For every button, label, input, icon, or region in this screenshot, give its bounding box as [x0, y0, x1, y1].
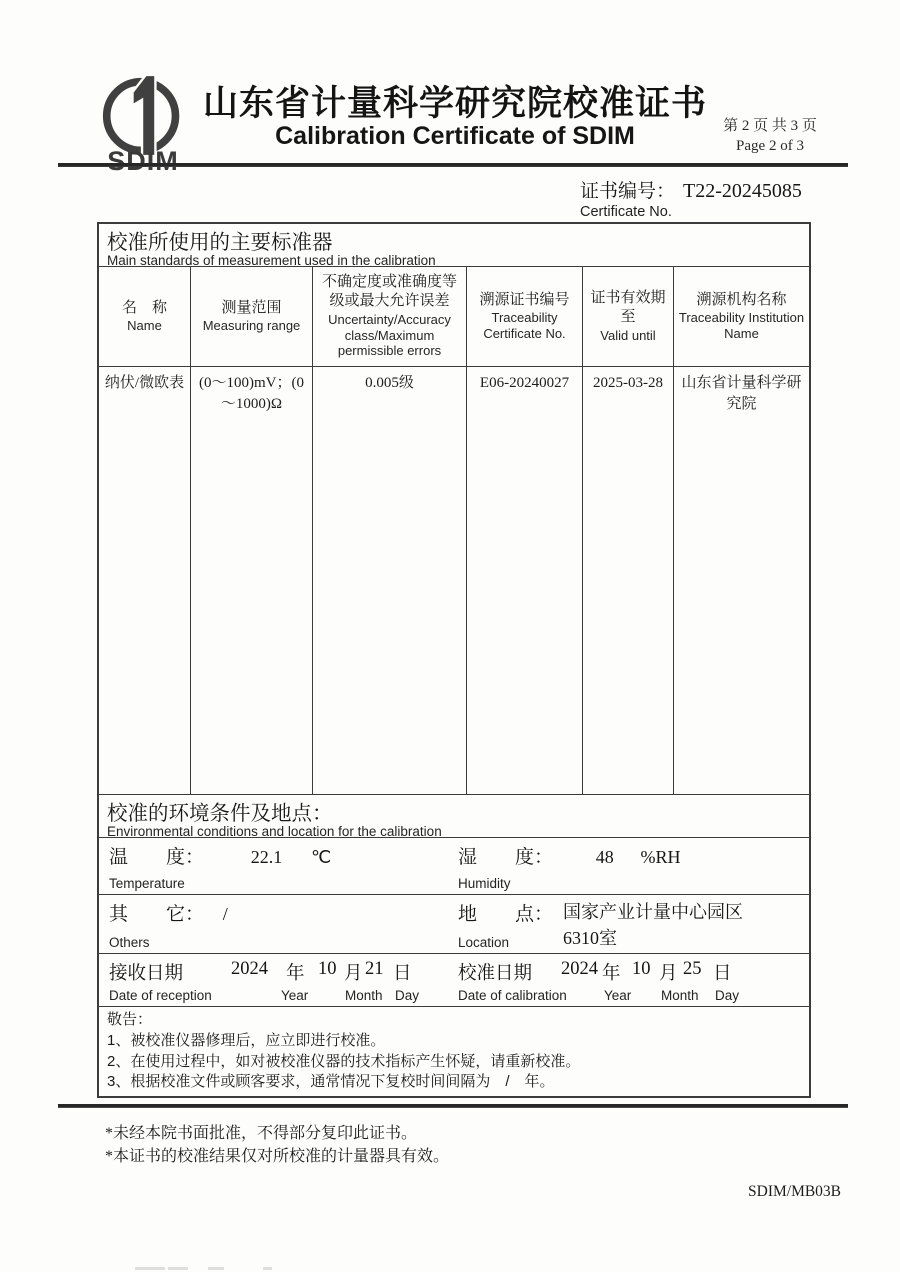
- footer-divider: [58, 1104, 848, 1108]
- reception-label-en: Date of reception: [109, 988, 212, 1004]
- column-header-institution: [674, 267, 809, 366]
- humidity-label-en: Humidity: [458, 875, 511, 891]
- others-label-cn: 其 它：: [109, 903, 205, 925]
- col-name-en: Name: [127, 318, 162, 334]
- header-divider: [58, 163, 848, 167]
- form-code: SDIM/MB03B: [748, 1183, 842, 1200]
- dates-row: [99, 954, 809, 1007]
- calibration-year: 2024: [561, 959, 598, 980]
- scan-artifact: [208, 1267, 224, 1270]
- environment-title-en: Environmental conditions and location for the calibration: [107, 823, 442, 839]
- column-header-uncertainty: [313, 267, 467, 366]
- scan-artifact: [263, 1267, 272, 1270]
- page-number-en: Page 2 of 3: [736, 138, 804, 155]
- humidity-field: [456, 838, 809, 894]
- reception-month-en: Month: [345, 988, 383, 1004]
- col-uncertainty-en: Uncertainty/Accuracy class/Maximum permissible errors: [328, 311, 451, 359]
- column-header-valid-until: [583, 267, 674, 366]
- col-range-cn: 测量范围: [221, 298, 282, 316]
- page-title-cn: 山东省计量科学研究院校准证书: [202, 84, 707, 123]
- calibration-label-cn: 校准日期: [458, 964, 533, 985]
- calibration-month-cn: 月: [659, 964, 678, 985]
- environment-section-title: [99, 795, 809, 838]
- scan-artifact: [135, 1267, 165, 1270]
- certificate-no-label-cn: 证书编号：: [580, 181, 676, 202]
- table-row: [99, 367, 809, 795]
- standards-section-title: [99, 224, 809, 267]
- location-label-cn: 地 点：: [458, 903, 554, 925]
- page-title-en: Calibration Certificate of SDIM: [275, 122, 635, 150]
- humidity-value: 48: [595, 846, 614, 867]
- column-header-traceability-cert: [467, 267, 583, 366]
- reception-label-cn: 接收日期: [109, 964, 184, 985]
- calibration-day-cn: 日: [713, 964, 732, 985]
- cell-name: 纳伏/微欧表: [99, 367, 191, 794]
- certificate-no-label-en: Certificate No.: [580, 204, 672, 220]
- main-table: [97, 222, 811, 1098]
- cell-range: (0～100)mV；(0～1000)Ω: [191, 367, 313, 794]
- cell-traceability-cert: E06-20240027: [467, 367, 583, 794]
- temperature-unit: ℃: [311, 846, 332, 867]
- cell-institution: 山东省计量科学研究院: [681, 374, 802, 412]
- cell-uncertainty: 0.005级: [313, 367, 467, 794]
- reception-year-cn: 年: [286, 964, 305, 985]
- column-header-range: [191, 267, 313, 366]
- footnote-1: *未经本院书面批准，不得部分复印此证书。: [105, 1125, 418, 1142]
- calibration-year-cn: 年: [602, 964, 621, 985]
- standards-title-cn: 校准所使用的主要标准器: [107, 231, 333, 254]
- calibration-day-en: Day: [715, 988, 740, 1004]
- col-range-en: Measuring range: [202, 318, 301, 334]
- others-location-row: [99, 895, 809, 955]
- reception-year: 2024: [231, 959, 268, 980]
- certificate-no-value: T22-20245085: [683, 180, 802, 202]
- col-inst-cn: 溯源机构名称: [696, 290, 787, 308]
- reception-month-cn: 月: [344, 964, 363, 985]
- col-valid-cn: 证书有效期至: [590, 289, 666, 325]
- col-name-cn: 名 称: [121, 298, 167, 316]
- standards-column-header: [99, 267, 809, 367]
- notice-item-2: 2、在使用过程中，如对被校准仪器的技术指标产生怀疑，请重新校准。: [107, 1052, 581, 1070]
- reception-day-cn: 日: [393, 964, 412, 985]
- location-value-line2: 6310室: [563, 927, 618, 948]
- calibration-month: 10: [632, 959, 651, 980]
- certificate-number: [580, 176, 802, 220]
- reception-day-en: Day: [395, 988, 420, 1004]
- location-value-line1: 国家产业计量中心园区: [563, 901, 744, 922]
- col-valid-en: Valid until: [600, 327, 656, 343]
- humidity-unit: %RH: [640, 846, 681, 867]
- calibration-label-en: Date of calibration: [458, 988, 567, 1004]
- logo-text: SDIM: [107, 146, 179, 176]
- col-cert-cn: 溯源证书编号: [479, 290, 570, 308]
- column-header-name: [99, 267, 191, 366]
- col-cert-en: Traceability Certificate No.: [483, 310, 566, 342]
- standards-title-en: Main standards of measurement used in the calibration: [107, 253, 436, 268]
- cell-valid-until: 2025-03-28: [583, 367, 674, 794]
- reception-year-en: Year: [281, 988, 309, 1004]
- location-label-en: Location: [458, 935, 510, 951]
- humidity-label-cn: 湿 度：: [458, 846, 554, 868]
- reception-month: 10: [318, 959, 337, 980]
- temperature-humidity-row: [99, 838, 809, 895]
- others-value: /: [222, 903, 228, 924]
- scan-artifact: [168, 1267, 188, 1270]
- temperature-label-en: Temperature: [109, 875, 185, 891]
- notice-item-3: 3、根据校准文件或顾客要求，通常情况下复校时间间隔为 / 年。: [107, 1073, 555, 1091]
- calibration-month-en: Month: [661, 988, 699, 1004]
- others-label-en: Others: [109, 935, 150, 951]
- temperature-label-cn: 温 度：: [109, 846, 205, 868]
- temperature-value: 22.1: [250, 846, 283, 867]
- reception-day: 21: [365, 959, 384, 980]
- col-uncertainty-cn: 不确定度或准确度等级或最大允许误差: [321, 273, 457, 310]
- location-field: [456, 895, 809, 954]
- footnote-2: *本证书的校准结果仅对所校准的计量器具有效。: [105, 1148, 450, 1166]
- notice-item-1: 1、被校准仪器修理后，应立即进行校准。: [107, 1031, 386, 1049]
- col-inst-en: Traceability Institution Name: [678, 310, 805, 342]
- temperature-field: [99, 838, 456, 894]
- page-number-cn: 第 2 页 共 3 页: [723, 118, 817, 134]
- environment-title-cn: 校准的环境条件及地点：: [107, 801, 333, 825]
- footnotes: [105, 1122, 449, 1168]
- others-field: [99, 895, 456, 954]
- notice-title: 敬告：: [107, 1011, 153, 1029]
- calibration-day: 25: [683, 959, 702, 980]
- notice-section: [99, 1007, 809, 1096]
- calibration-year-en: Year: [604, 988, 632, 1004]
- page-number: [690, 116, 850, 157]
